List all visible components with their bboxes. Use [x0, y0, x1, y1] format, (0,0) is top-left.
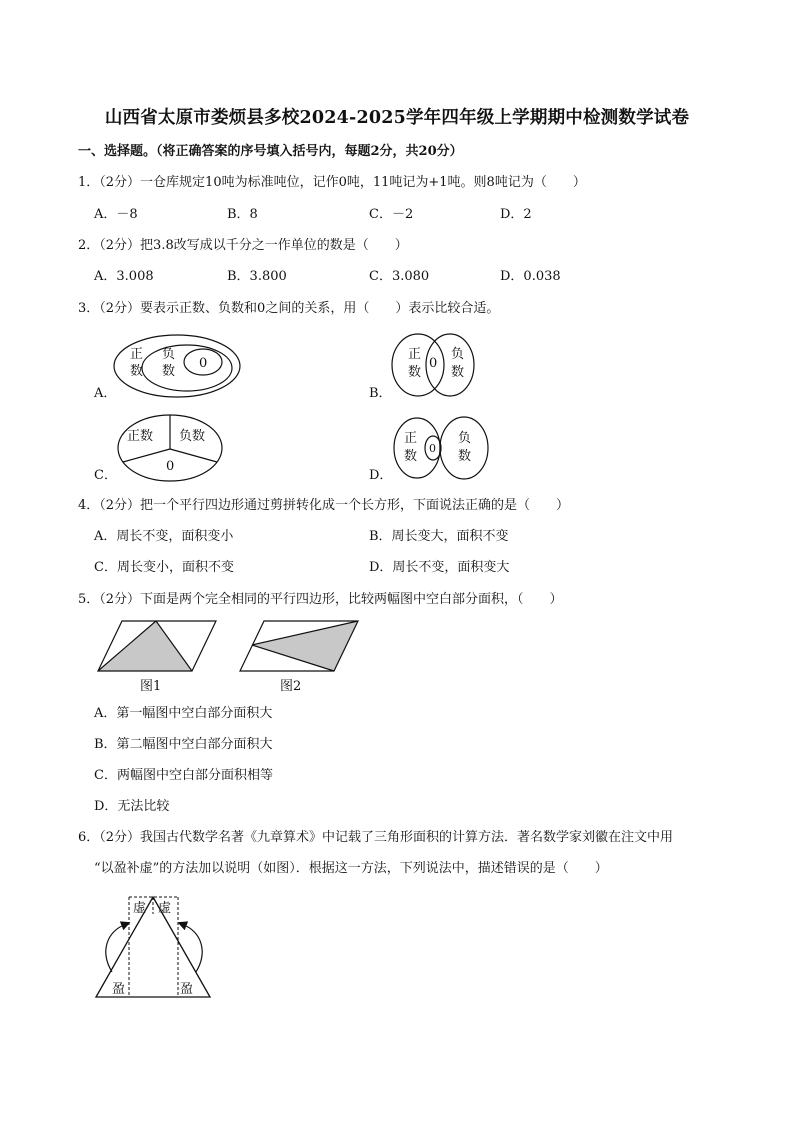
q3c-label-zero: 0: [166, 459, 175, 474]
q5-option-a[interactable]: A．第一幅图中空白部分面积大: [94, 706, 273, 721]
question-4: 4．（2分）把一个平行四边形通过剪拼转化成一个长方形，下面说法正确的是（ ）: [78, 498, 570, 513]
q1-option-d[interactable]: D．2: [500, 207, 532, 222]
q5-option-c[interactable]: C．两幅图中空白部分面积相等: [94, 768, 273, 783]
q3-figure-c: [115, 412, 225, 484]
q3-figure-b: [388, 332, 478, 398]
q2-option-b[interactable]: B．3.800: [227, 269, 287, 284]
q3c-label-zhengshu: 正数: [127, 429, 154, 444]
q3b-label-shu2: 数: [451, 365, 465, 380]
q4-option-a[interactable]: A．周长不变，面积变小: [94, 529, 234, 544]
question-3: 3．（2分）要表示正数、负数和0之间的关系，用（ ）表示比较合适。: [78, 301, 500, 316]
q3b-label-shu: 数: [408, 365, 422, 380]
q3-option-c[interactable]: C．: [94, 468, 117, 483]
question-2: 2．（2分）把3.8改写成以千分之一作单位的数是（ ）: [78, 238, 408, 253]
q3b-label-fu: 负: [451, 347, 465, 362]
q1-option-c[interactable]: C．－2: [369, 207, 414, 222]
q3d-label-fu: 负: [458, 431, 472, 446]
q3b-label-zheng: 正: [408, 347, 422, 362]
q3-option-d[interactable]: D．: [369, 468, 393, 483]
q5-option-d[interactable]: D．无法比较: [94, 799, 170, 814]
q3a-label-fu: 负: [162, 347, 176, 362]
q2-option-d[interactable]: D．0.038: [500, 269, 561, 284]
q5-figure-1: [96, 618, 218, 674]
q1-option-a[interactable]: A．－8: [94, 207, 138, 222]
q3d-label-zero: 0: [429, 442, 436, 455]
q3b-label-zero: 0: [429, 356, 438, 371]
q3a-label-zero: 0: [199, 356, 208, 371]
q3a-label-zheng: 正: [130, 347, 144, 362]
q6-figure: [92, 892, 216, 1002]
q3d-label-shu: 数: [404, 449, 418, 464]
q3-figure-d: [392, 414, 492, 482]
q3-option-a[interactable]: A．: [94, 386, 117, 401]
section-heading: 一、选择题。（将正确答案的序号填入括号内，每题2分，共20分）: [78, 144, 463, 159]
q3c-label-fushu: 负数: [179, 429, 206, 444]
q2-option-c[interactable]: C．3.080: [369, 269, 430, 284]
q5-figure-2-caption: 图2: [280, 679, 302, 694]
q6-label-xu-right: 虚: [158, 901, 172, 916]
q2-option-a[interactable]: A．3.008: [94, 269, 154, 284]
page-title: 山西省太原市娄烦县多校2024-2025学年四年级上学期期中检测数学试卷: [104, 108, 690, 128]
q3a-label-shu: 数: [130, 364, 144, 379]
q4-option-d[interactable]: D．周长不变，面积变大: [369, 560, 510, 575]
q3d-label-zheng: 正: [404, 431, 418, 446]
q3-option-b[interactable]: B．: [369, 386, 392, 401]
question-5: 5．（2分）下面是两个完全相同的平行四边形，比较两幅图中空白部分面积，（ ）: [78, 592, 563, 607]
q1-option-b[interactable]: B．8: [227, 207, 258, 222]
question-1: 1．（2分）一仓库规定10吨为标准吨位，记作0吨，11吨记为+1吨。则8吨记为（ ）: [78, 175, 586, 190]
q6-label-xu-left: 虚: [133, 901, 147, 916]
q6-label-ying-right: 盈: [180, 982, 194, 997]
q3d-label-shu2: 数: [458, 449, 472, 464]
question-6-line-1: 6．（2分）我国古代数学名著《九章算术》中记载了三角形面积的计算方法．著名数学家刘徽在注文中用: [78, 830, 674, 845]
q6-label-ying-left: 盈: [112, 982, 126, 997]
q3a-label-shu2: 数: [162, 364, 176, 379]
q4-option-c[interactable]: C．周长变小，面积不变: [94, 560, 234, 575]
q4-option-b[interactable]: B．周长变大，面积不变: [369, 529, 509, 544]
question-6-line-2: “以盈补虚”的方法加以说明（如图）．根据这一方法，下列说法中，描述错误的是（ ）: [94, 861, 608, 876]
q5-option-b[interactable]: B．第二幅图中空白部分面积大: [94, 737, 273, 752]
q5-figure-2: [238, 618, 360, 674]
q5-figure-1-caption: 图1: [140, 679, 162, 694]
q3-figure-a: [112, 332, 242, 400]
